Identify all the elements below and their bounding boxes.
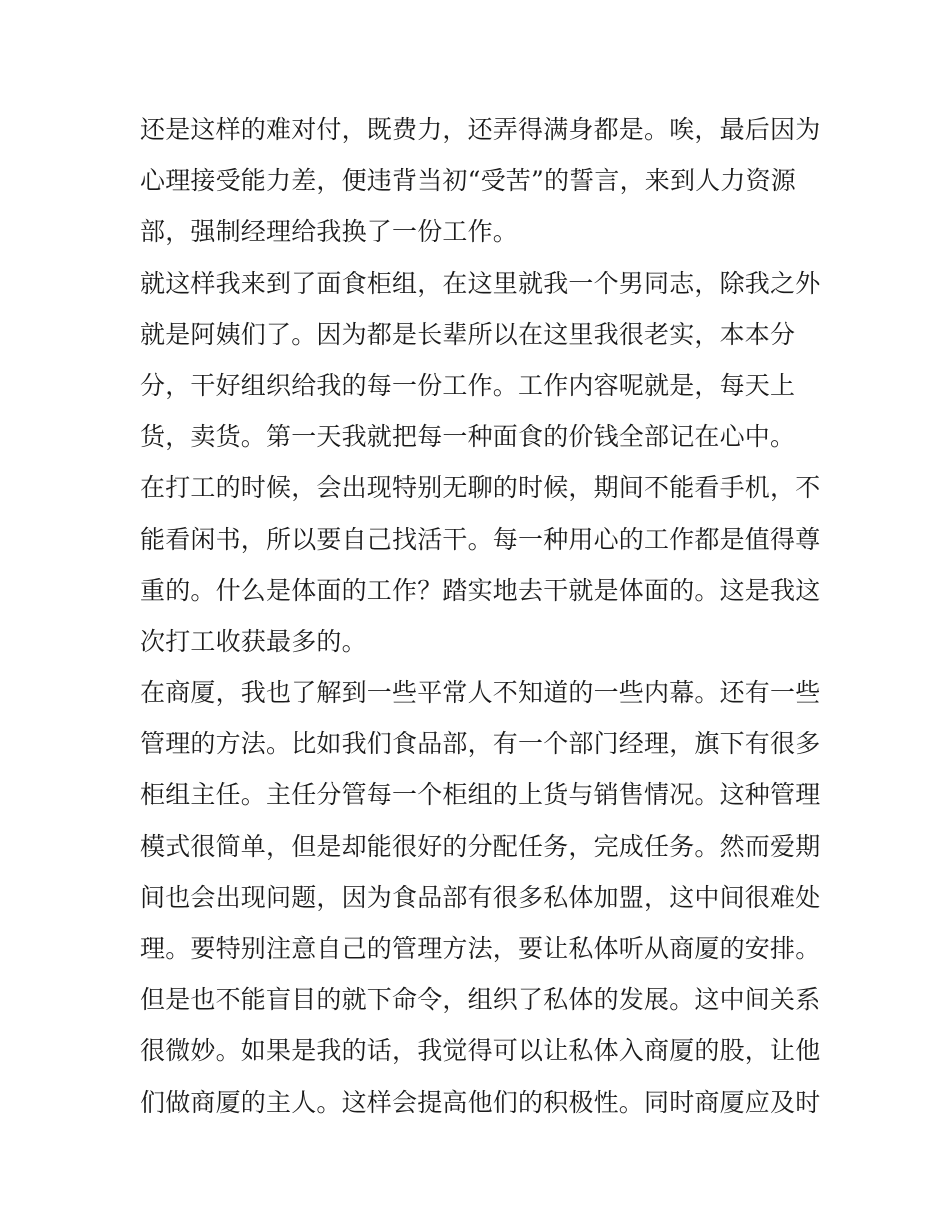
text-line: 模式很简单，但是却能很好的分配任务，完成任务。然而爱期 <box>140 831 821 861</box>
text-line: 就是阿姨们了。因为都是长辈所以在这里我很老实，本本分 <box>140 319 796 349</box>
text-line: 在打工的时候，会出现特别无聊的时候，期间不能看手机，不 <box>140 473 821 503</box>
text-line: 还是这样的难对付，既费力，还弄得满身都是。唉，最后因为 <box>140 115 821 144</box>
text-line: 部，强制经理给我换了一份工作。 <box>140 217 519 247</box>
text-line: 能看闲书，所以要自己找活干。每一种用心的工作都是值得尊 <box>140 524 821 554</box>
text-line: 分，干好组织给我的每一份工作。工作内容呢就是，每天上 <box>140 370 796 400</box>
text-line: 重的。什么是体面的工作？踏实地去干就是体面的。这是我这 <box>140 575 821 605</box>
text-line: 但是也不能盲目的就下命令，组织了私体的发展。这中间关系 <box>140 985 821 1015</box>
text-line: 理。要特别注意自己的管理方法，要让私体听从商厦的安排。 <box>140 934 821 963</box>
text-line: 们做商厦的主人。这样会提高他们的积极性。同时商厦应及时 <box>140 1087 821 1117</box>
body-text <box>140 104 830 1128</box>
text-line: 很微妙。如果是我的话，我觉得可以让私体入商厦的股，让他 <box>140 1036 821 1066</box>
text-line: 柜组主任。主任分管每一个柜组的上货与销售情况。这种管理 <box>140 780 821 810</box>
text-line: 在商厦，我也了解到一些平常人不知道的一些内幕。还有一些 <box>140 678 821 708</box>
text-line: 货，卖货。第一天我就把每一种面食的价钱全部记在心中。 <box>140 422 796 452</box>
text-line: 管理的方法。比如我们食品部，有一个部门经理，旗下有很多 <box>140 729 821 759</box>
text-line: 心理接受能力差，便违背当初“受苦”的誓言，来到人力资源 <box>140 166 796 196</box>
text-line: 就这样我来到了面食柜组，在这里就我一个男同志，除我之外 <box>140 268 821 298</box>
text-line: 间也会出现问题，因为食品部有很多私体加盟，这中间很难处 <box>140 882 821 912</box>
text-line: 次打工收获最多的。 <box>140 626 367 656</box>
